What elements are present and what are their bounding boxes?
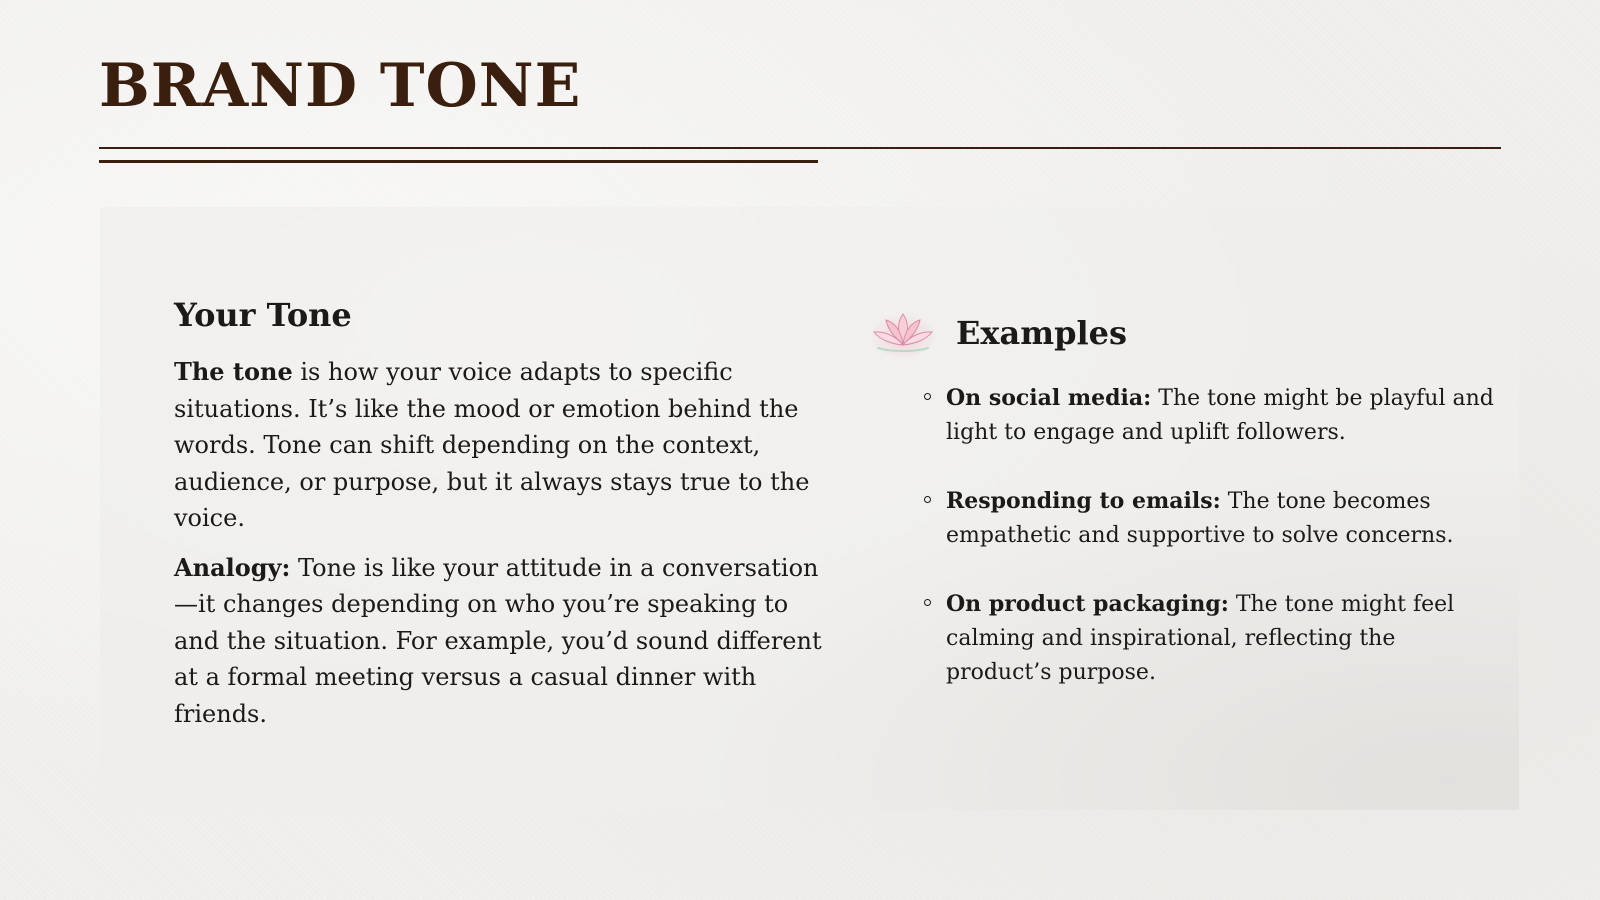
your-tone-section	[174, 296, 834, 732]
bullet-circle-icon	[924, 599, 931, 606]
page-title: BRAND TONE	[99, 51, 582, 121]
bullet-circle-icon	[924, 393, 931, 400]
examples-heading: Examples	[956, 313, 1127, 352]
tone-definition-bold: The tone	[174, 357, 293, 387]
example-item-social-media	[924, 381, 1494, 450]
tone-definition-text: is how your voice adapts to specific situations. It’s like the mood or emotion behind the words. Tone can shift depending on the context, audience, or purpose, but it always stays true to the voice.	[174, 358, 810, 533]
title-divider-short	[99, 160, 818, 163]
example-item-packaging	[924, 587, 1494, 690]
lotus-icon	[870, 308, 936, 358]
title-divider-long	[99, 147, 1501, 149]
bullet-circle-icon	[924, 496, 931, 503]
tone-analogy-paragraph	[174, 550, 834, 733]
example-label: On product packaging:	[946, 591, 1229, 617]
tone-definition-paragraph	[174, 354, 834, 537]
examples-header	[870, 308, 1127, 358]
example-text: The tone becomes empathetic and supportive to solve concerns.	[946, 489, 1454, 548]
tone-analogy-bold: Analogy:	[174, 552, 291, 582]
example-label: On social media:	[946, 385, 1152, 411]
your-tone-heading: Your Tone	[174, 296, 352, 334]
example-text: The tone might feel calming and inspirational, reflecting the product’s purpose.	[946, 592, 1455, 685]
tone-analogy-text: Tone is like your attitude in a conversation—it changes depending on who you’re speaking to and the situation. For example, you’d sound different at a formal meeting versus a casual dinner with friends.	[174, 553, 822, 728]
example-text: The tone might be playful and light to engage and uplift followers.	[946, 386, 1494, 445]
example-item-emails	[924, 484, 1494, 553]
examples-list	[924, 381, 1494, 724]
example-label: Responding to emails:	[946, 488, 1221, 514]
